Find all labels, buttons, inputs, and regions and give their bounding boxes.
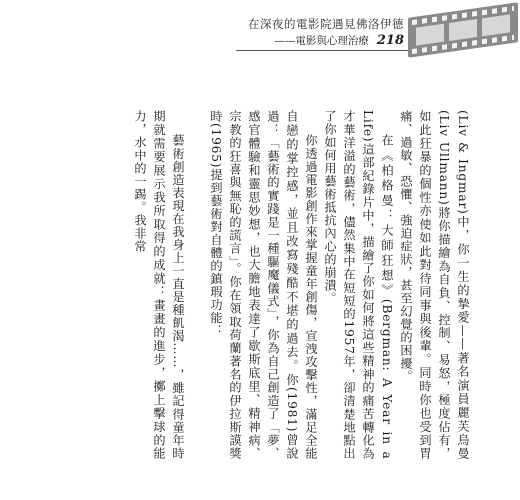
paragraph-2: 在《柏格曼：大師狂想》(Bergman: A Year in a Life)這部紀錄片中，描繪了你如何將這些精神的痛苦轉化為才華洋溢的藝術，儘然集中在短短的1957年，卻清楚地點出了你如何用藝術抵抗內心的崩潰。 <box>323 110 394 460</box>
paragraph-3: 你透過電影創作來掌握童年創傷，宣洩攻擊性，滿足全能自戀的掌控感，並且改寫殘酷不堪的過去。你(1981)曾說過：「藝術的實踐是一種驅魔儀式」，你為自己創造了「夢、感官體驗和靈思妙想，也大膽地表達了歇斯底里、精神病、宗教的狂喜與無恥的謊言」。你在領取荷蘭著名的伊拉斯謨獎時(1965)提到藝術對自體的鎮瑕功能： <box>209 110 318 460</box>
page-number: 218 <box>376 33 404 48</box>
header-rule <box>236 50 414 51</box>
running-subtitle: ——電影與心理治療 <box>274 35 369 47</box>
paragraph-1: (Liv & Ingmar)中，你一生的摯愛——著名演員麗芙烏曼(Liv Ullmann)將你描繪為自負、控制、易怒，極度佔有，如此狂暴的個性亦使如此對待同事與後輩。同時你也受到胃痛、過敏、恐懼、強迫症狀，甚至幻覺的困擾。 <box>399 110 470 460</box>
page-header <box>0 0 520 70</box>
running-title: 在深夜的電影院遇見佛洛伊德 <box>248 17 404 31</box>
vertical-body-text <box>133 110 472 460</box>
film-frame <box>449 19 477 41</box>
block-quote: 藝術創造表現在我身上一直是種飢渴……，雖記得童年時期就需要展示我所取得的成就：畫畫的進步，擲上擊球的能力，水中的一踢。我非常 <box>133 110 185 460</box>
running-subtitle-row <box>274 33 404 48</box>
film-frame <box>416 24 444 46</box>
film-frame <box>482 14 510 36</box>
film-strip-icon <box>408 2 518 57</box>
